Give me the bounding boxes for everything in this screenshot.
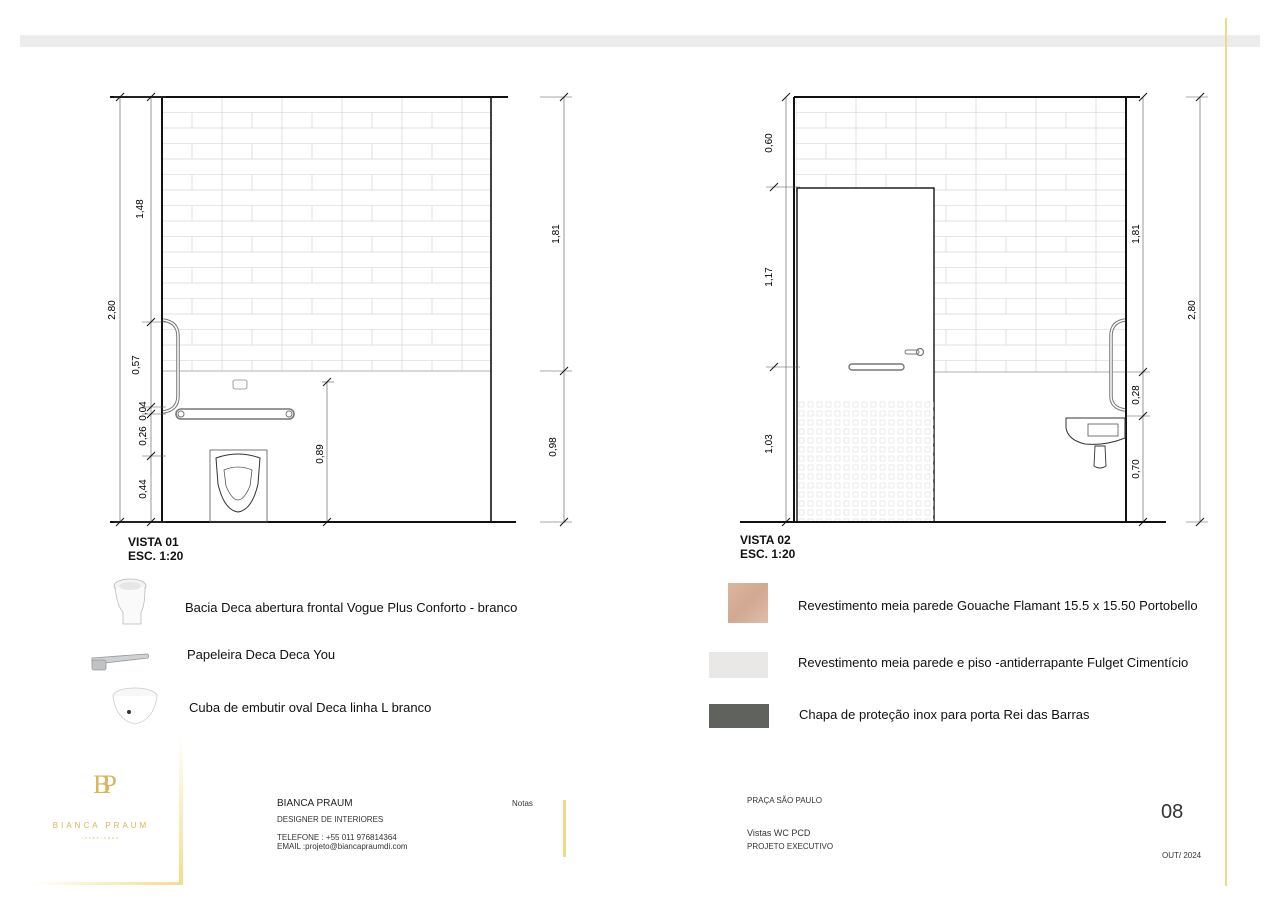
- vista-01-drawing: [100, 85, 590, 535]
- legend-inox-label: Chapa de proteção inox para porta Rei das Barras: [799, 707, 1090, 722]
- view-title: VISTA 02: [740, 533, 791, 547]
- designer-name: BIANCA PRAUM: [277, 798, 353, 809]
- logo-mark: BP: [93, 770, 109, 799]
- logo-name: BIANCA PRAUM: [52, 821, 150, 830]
- view-scale: ESC. 1:20: [740, 547, 796, 561]
- logo-accent-horizontal: [30, 882, 183, 885]
- view-title: VISTA 01: [128, 535, 179, 549]
- sheet-title: Vistas WC PCD: [747, 828, 811, 838]
- toilet-icon: [105, 576, 155, 628]
- dim-text: 0,04: [138, 401, 149, 421]
- notes-divider: [563, 800, 566, 857]
- dim-text: 1,48: [135, 199, 146, 219]
- page-number: 08: [1161, 801, 1184, 823]
- dim-text: 0,98: [548, 437, 559, 457]
- door-kick-plate: [797, 400, 934, 522]
- swatch-fulget: [709, 652, 768, 678]
- dim-text: 2,80: [107, 300, 118, 320]
- top-bar: [20, 35, 1260, 47]
- toilet-bowl: [216, 454, 260, 512]
- dim-text: 0,57: [131, 355, 142, 375]
- right-border-accent: [1225, 18, 1227, 886]
- paper-holder-icon: [88, 648, 152, 674]
- legend-fulget-label: Revestimento meia parede e piso -antiderrapante Fulget Cimentício: [798, 655, 1189, 670]
- legend-paper-holder-label: Papeleira Deca Deca You: [187, 647, 336, 662]
- dim-text: 0,89: [315, 444, 326, 464]
- project-phase: PROJETO EXECUTIVO: [747, 842, 834, 851]
- legend-toilet-label: Bacia Deca abertura frontal Vogue Plus Conforto - branco: [185, 600, 518, 615]
- designer-phone: TELEFONE : +55 011 976814364: [277, 833, 397, 842]
- sink-bowl-icon: [110, 686, 160, 728]
- dim-text: 2,80: [1187, 300, 1198, 320]
- swatch-gouache: [728, 583, 768, 623]
- vista-02-drawing: [735, 85, 1215, 535]
- dim-text: 0,44: [138, 479, 149, 499]
- dim-text: 1,81: [1131, 224, 1142, 244]
- wall-sink: [1066, 418, 1125, 444]
- logo-sub: INTERIORES: [81, 836, 121, 840]
- dim-text: 1,17: [764, 267, 775, 287]
- dim-text: 1,03: [764, 434, 775, 454]
- vista-02-caption: [740, 533, 795, 561]
- dim-text: 0,26: [138, 426, 149, 446]
- designer-email: EMAIL :projeto@biancapraumdi.com: [277, 842, 408, 851]
- sheet-date: OUT/ 2024: [1162, 851, 1202, 860]
- logo-accent-vertical: [179, 737, 183, 885]
- horizontal-grab-bar: [176, 409, 294, 419]
- wall-tiles: [162, 97, 491, 371]
- view-scale: ESC. 1:20: [128, 549, 184, 563]
- flush-plate: [233, 380, 247, 389]
- swatch-inox: [709, 704, 769, 728]
- vista-01-caption: [128, 535, 183, 563]
- legend-sink-label: Cuba de embutir oval Deca linha L branco: [189, 700, 432, 715]
- dim-text: 0,28: [1131, 385, 1142, 405]
- legend-gouache-label: Revestimento meia parede Gouache Flamant 15.5 x 15.50 Portobello: [798, 598, 1198, 613]
- dim-text: 0,70: [1131, 459, 1142, 479]
- project-name: PRAÇA SÃO PAULO: [747, 796, 822, 805]
- designer-role: DESIGNER DE INTERIORES: [277, 815, 384, 824]
- dim-text: 0,60: [764, 133, 775, 153]
- dim-text: 1,81: [551, 224, 562, 244]
- notes-label: Notas: [512, 799, 533, 808]
